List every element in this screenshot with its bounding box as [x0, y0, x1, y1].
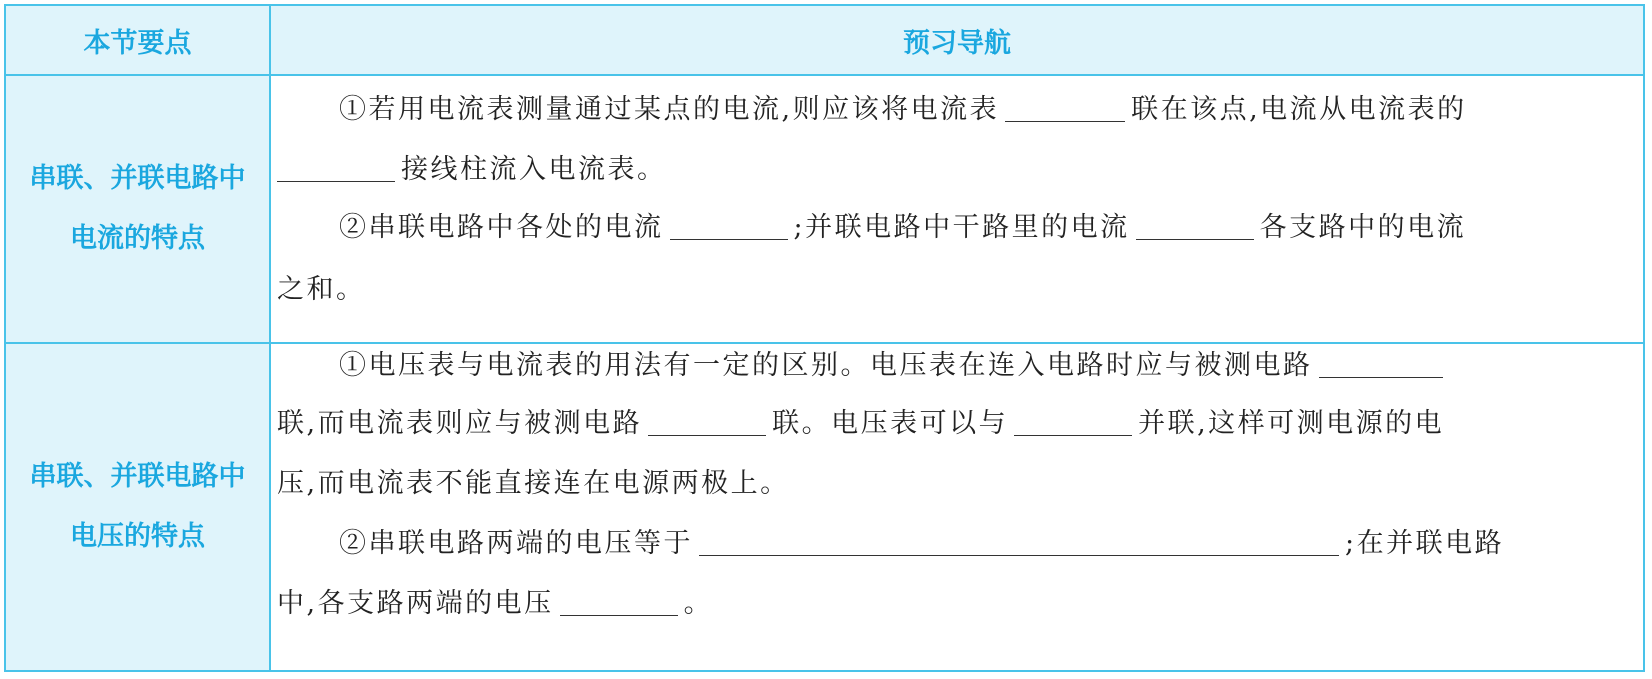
text-line [339, 524, 1504, 564]
text-line [277, 404, 1444, 444]
text-segment: ;并联电路中干路里的电流 [793, 212, 1130, 243]
text-segment: 压,而电流表不能直接连在电源两极上。 [277, 468, 790, 499]
text-line [339, 90, 1467, 130]
fill-blank[interactable] [1136, 209, 1254, 240]
topic-cell [6, 76, 271, 342]
text-segment: 中,各支路两端的电压 [277, 588, 554, 619]
table-header-row [6, 6, 1643, 76]
header-preview-guide: 预习导航 [903, 27, 1011, 59]
fill-blank[interactable] [277, 151, 395, 182]
fill-blank[interactable] [1319, 347, 1443, 378]
topic-cell [6, 344, 271, 670]
text-line [339, 346, 1449, 386]
fill-blank[interactable] [560, 585, 678, 616]
table-row [6, 76, 1643, 344]
text-segment: 之和。 [277, 274, 366, 305]
topic-line: 串联、并联电路中 [29, 461, 246, 492]
text-line [277, 150, 667, 190]
text-segment: 。 [683, 588, 714, 619]
topic-line: 电流的特点 [70, 223, 205, 254]
text-segment: 联,而电流表则应与被测电路 [277, 408, 643, 439]
text-segment: 接线柱流入电流表。 [401, 154, 667, 185]
topic-line: 串联、并联电路中 [29, 163, 246, 194]
text-line [339, 208, 1466, 248]
text-segment: ;在并联电路 [1345, 528, 1505, 559]
table-row [6, 344, 1643, 670]
text-line [277, 584, 713, 624]
text-segment: 并联,这样可测电源的电 [1138, 408, 1445, 439]
header-key-points: 本节要点 [83, 27, 192, 59]
fill-blank[interactable] [1005, 91, 1125, 122]
text-line [277, 270, 366, 310]
topic-title [30, 149, 246, 269]
text-segment: 联在该点,电流从电流表的 [1131, 94, 1467, 125]
text-line [277, 464, 790, 504]
topic-title [30, 447, 246, 567]
fill-blank[interactable] [699, 525, 1339, 556]
content-cell [271, 344, 1643, 670]
text-segment: ①若用电流表测量通过某点的电流,则应该将电流表 [339, 94, 1000, 125]
text-segment: 各支路中的电流 [1259, 212, 1467, 243]
header-cell-preview-guide [271, 6, 1643, 74]
fill-blank[interactable] [648, 405, 766, 436]
text-segment: 联。电压表可以与 [772, 408, 1009, 439]
topic-line: 电压的特点 [70, 521, 205, 552]
header-cell-key-points [6, 6, 271, 74]
preview-table [4, 4, 1645, 672]
text-segment: ①电压表与电流表的用法有一定的区别。电压表在连入电路时应与被测电路 [339, 350, 1313, 381]
content-cell [271, 76, 1643, 342]
text-segment: ②串联电路两端的电压等于 [339, 528, 693, 559]
text-segment: ②串联电路中各处的电流 [339, 212, 664, 243]
fill-blank[interactable] [1014, 405, 1132, 436]
fill-blank[interactable] [670, 209, 788, 240]
